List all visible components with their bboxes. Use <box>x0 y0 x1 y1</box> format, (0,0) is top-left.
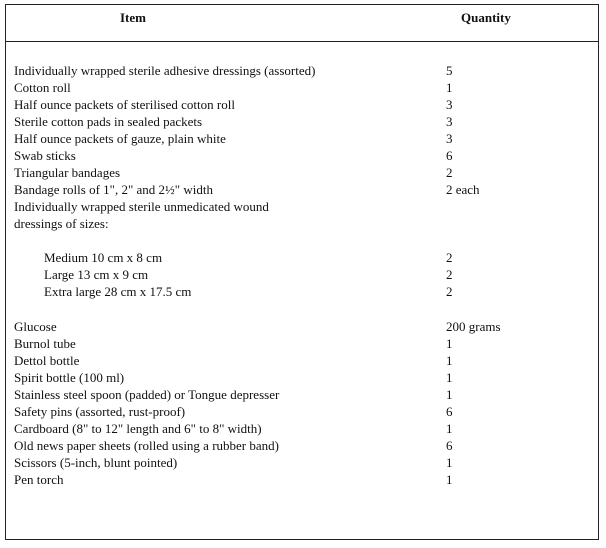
item-quantity: 2 <box>446 267 453 282</box>
item-quantity: 1 <box>446 353 453 368</box>
table-row <box>6 471 598 488</box>
first-aid-table <box>5 4 599 540</box>
table-row <box>6 62 598 79</box>
table-row <box>6 283 598 300</box>
table-row <box>6 130 598 147</box>
table-row <box>6 403 598 420</box>
item-name: Half ounce packets of gauze, plain white <box>14 131 226 146</box>
item-name: Extra large 28 cm x 17.5 cm <box>44 284 192 299</box>
table-body <box>6 5 598 539</box>
table-row <box>6 96 598 113</box>
item-name: Spirit bottle (100 ml) <box>14 370 125 385</box>
table-row <box>6 335 598 352</box>
header-item: Item <box>120 10 146 25</box>
item-quantity: 2 <box>446 284 453 299</box>
table-row <box>6 147 598 164</box>
item-name: Sterile cotton pads in sealed packets <box>14 114 203 129</box>
item-name: Triangular bandages <box>14 165 121 180</box>
table-row <box>6 420 598 437</box>
item-quantity: 6 <box>446 404 453 419</box>
item-name: Scissors (5-inch, blunt pointed) <box>14 455 178 470</box>
item-name: Cotton roll <box>14 80 71 95</box>
table-row <box>6 266 598 283</box>
item-name: Cardboard (8" to 12" length and 6" to 8" width) <box>14 421 262 436</box>
item-quantity: 1 <box>446 455 453 470</box>
item-name: Burnol tube <box>14 336 76 351</box>
item-name: Old news paper sheets (rolled using a rubber band) <box>14 438 279 453</box>
item-name: Bandage rolls of 1", 2" and 2½" width <box>14 182 213 197</box>
header-quantity: Quantity <box>461 10 511 25</box>
item-name: Glucose <box>14 319 57 334</box>
item-name: Large 13 cm x 9 cm <box>44 267 149 282</box>
table-row <box>6 318 598 335</box>
item-name: dressings of sizes: <box>14 216 109 231</box>
item-name: Stainless steel spoon (padded) or Tongue depresser <box>14 387 280 402</box>
table-row <box>6 437 598 454</box>
table-row <box>6 113 598 130</box>
item-quantity: 5 <box>446 63 453 78</box>
item-name: Swab sticks <box>14 148 76 163</box>
item-quantity: 1 <box>446 80 453 95</box>
item-quantity: 3 <box>446 97 453 112</box>
table-row <box>6 215 598 232</box>
item-quantity: 1 <box>446 370 453 385</box>
table-row <box>6 181 598 198</box>
item-name: Individually wrapped sterile unmedicated wound <box>14 199 269 214</box>
item-name: Pen torch <box>14 472 64 487</box>
item-quantity: 6 <box>446 148 453 163</box>
item-name: Dettol bottle <box>14 353 80 368</box>
table-row <box>6 352 598 369</box>
item-quantity: 2 <box>446 165 453 180</box>
table-row <box>6 198 598 215</box>
item-quantity: 3 <box>446 131 453 146</box>
table-row <box>6 249 598 266</box>
item-name: Individually wrapped sterile adhesive dressings (assorted) <box>14 63 316 78</box>
item-quantity: 200 grams <box>446 319 501 334</box>
table-row <box>6 369 598 386</box>
item-quantity: 1 <box>446 336 453 351</box>
item-name: Medium 10 cm x 8 cm <box>44 250 163 265</box>
table-row <box>6 164 598 181</box>
table-row <box>6 386 598 403</box>
item-quantity: 2 each <box>446 182 480 197</box>
item-quantity: 3 <box>446 114 453 129</box>
item-name: Safety pins (assorted, rust-proof) <box>14 404 186 419</box>
item-name: Half ounce packets of sterilised cotton roll <box>14 97 235 112</box>
item-quantity: 1 <box>446 387 453 402</box>
item-quantity: 1 <box>446 421 453 436</box>
item-quantity: 6 <box>446 438 453 453</box>
table-row <box>6 79 598 96</box>
item-quantity: 1 <box>446 472 453 487</box>
item-quantity: 2 <box>446 250 453 265</box>
table-row <box>6 454 598 471</box>
